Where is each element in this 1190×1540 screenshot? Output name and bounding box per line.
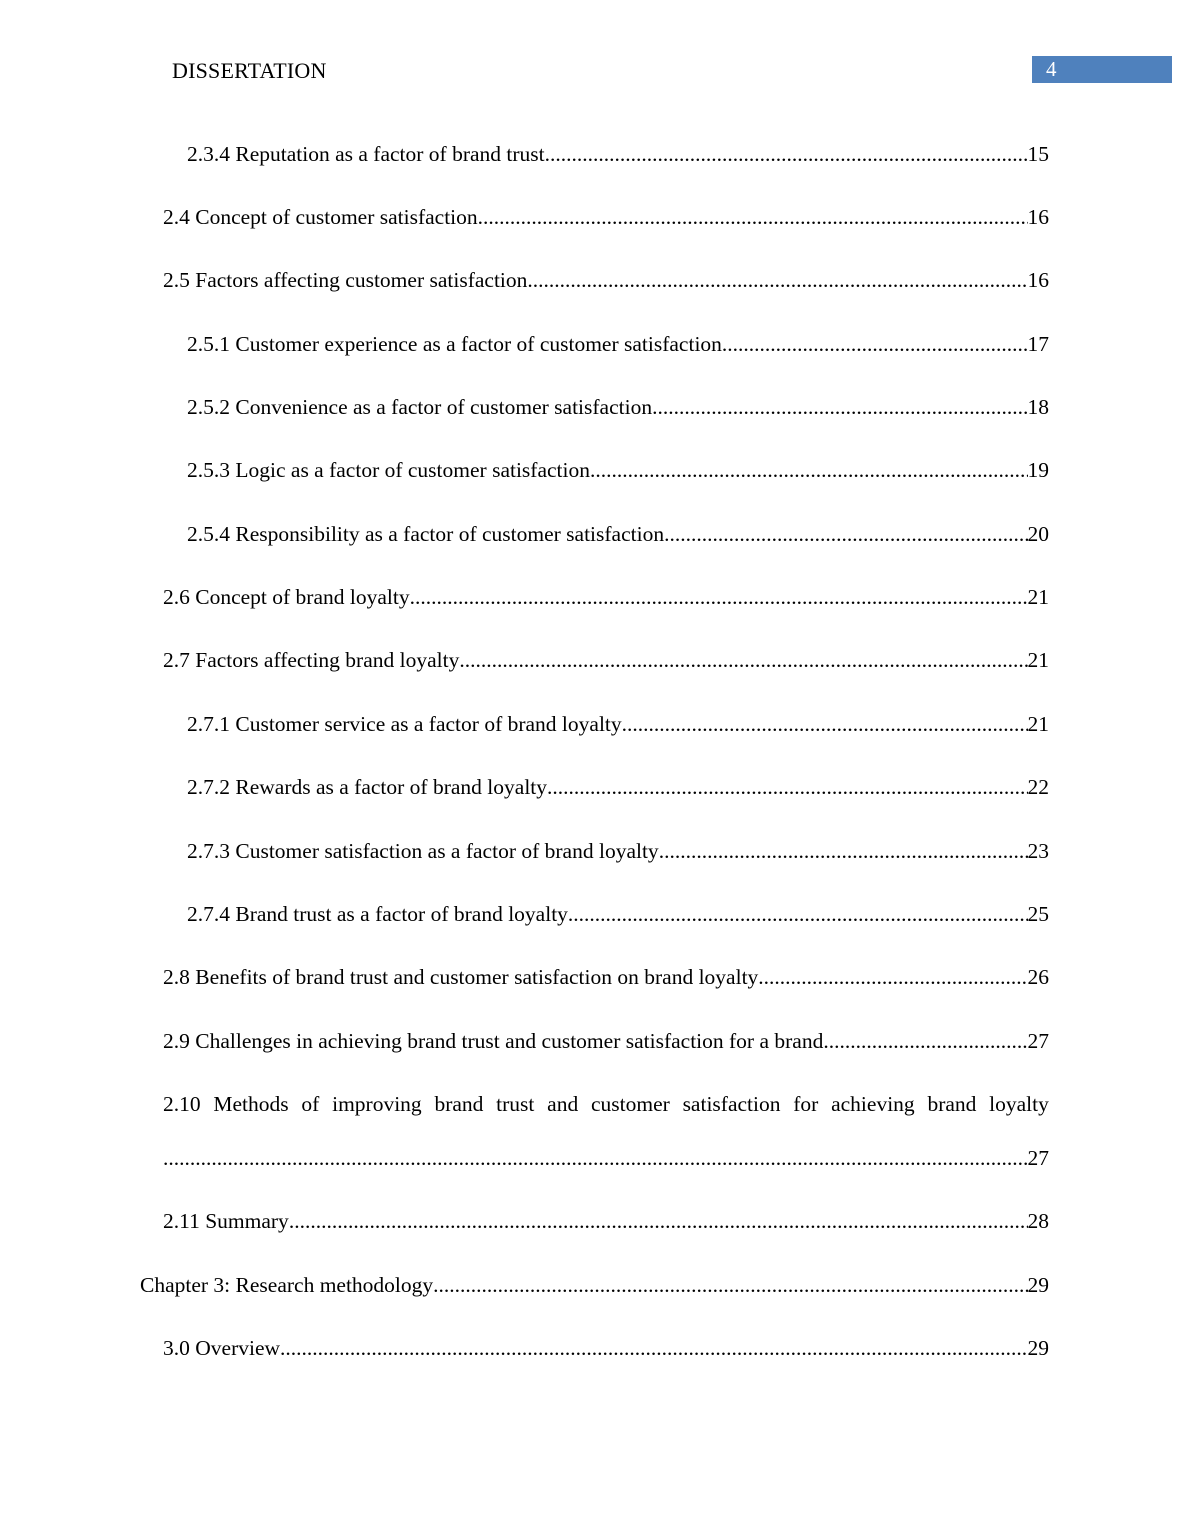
toc-entry-label: 2.9 Challenges in achieving brand trust and customer satisfaction for a brand (163, 1029, 824, 1053)
toc-entry-chapter[interactable] (140, 1270, 1049, 1300)
toc-entry-label: Chapter 3: Research methodology (140, 1273, 434, 1297)
toc-entry-label: 2.7.1 Customer service as a factor of brand loyalty (187, 712, 622, 736)
toc-entry-label-word: 2.10 (163, 1092, 201, 1116)
toc-entry-label-word: improving (332, 1092, 422, 1116)
toc-entry[interactable] (187, 392, 1049, 422)
toc-dot-leader (823, 1026, 1027, 1056)
page-number: 4 (1046, 57, 1057, 81)
toc-dot-leader (622, 709, 1028, 739)
toc-dot-leader (289, 1206, 1028, 1236)
toc-entry-page: 29 (1027, 1336, 1049, 1360)
toc-dot-leader (433, 1270, 1027, 1300)
toc-entry-label: 2.7.4 Brand trust as a factor of brand loyalty (187, 902, 568, 926)
toc-entry-label: 3.0 Overview (163, 1336, 281, 1360)
toc-entry-label: 2.5.1 Customer experience as a factor of customer satisfaction (187, 332, 722, 356)
toc-dot-leader (568, 899, 1028, 929)
toc-dot-leader (722, 329, 1028, 359)
toc-entry-label-word: achieving (831, 1092, 915, 1116)
toc-entry[interactable] (187, 139, 1049, 169)
toc-entry-label-word: trust (496, 1092, 535, 1116)
toc-entry-multiline[interactable] (163, 1089, 1049, 1173)
toc-dot-leader (478, 202, 1028, 232)
toc-entry-label: 2.5.3 Logic as a factor of customer satisfaction (187, 458, 590, 482)
toc-entry[interactable] (187, 899, 1049, 929)
toc-entry-page: 21 (1027, 585, 1049, 609)
toc-entry[interactable] (187, 709, 1049, 739)
toc-entry-label-word: customer (590, 1092, 670, 1116)
toc-entry-label: 2.8 Benefits of brand trust and customer satisfaction on brand loyalty (163, 965, 759, 989)
toc-entry-page: 17 (1027, 332, 1049, 356)
toc-entry-label-word: brand (927, 1092, 977, 1116)
toc-entry-page: 28 (1027, 1209, 1049, 1233)
toc-entry[interactable] (163, 1206, 1049, 1236)
toc-dot-leader (459, 645, 1027, 675)
toc-entry[interactable] (163, 645, 1049, 675)
toc-dot-leader (590, 455, 1028, 485)
toc-entry-page: 21 (1027, 712, 1049, 736)
toc-dot-leader (652, 392, 1027, 422)
toc-entry[interactable] (187, 455, 1049, 485)
toc-entry-page: 16 (1027, 205, 1049, 229)
toc-entry[interactable] (163, 582, 1049, 612)
page-number-badge (1032, 56, 1172, 83)
toc-entry-page: 23 (1027, 839, 1049, 863)
toc-entry-page: 25 (1027, 902, 1049, 926)
toc-entry-label: 2.5.2 Convenience as a factor of customer satisfaction (187, 395, 653, 419)
toc-entry-page: 21 (1027, 648, 1049, 672)
toc-dot-leader (547, 772, 1027, 802)
toc-dot-leader (664, 519, 1027, 549)
toc-entry-label-word: and (547, 1092, 579, 1116)
toc-entry-leader-line (163, 1143, 1049, 1173)
toc-entry[interactable] (187, 519, 1049, 549)
toc-dot-leader (545, 139, 1028, 169)
toc-entry-label: 2.7.3 Customer satisfaction as a factor of brand loyalty (187, 839, 659, 863)
toc-entry[interactable] (163, 202, 1049, 232)
toc-entry-label: 2.6 Concept of brand loyalty (163, 585, 410, 609)
toc-entry-page: 26 (1027, 965, 1049, 989)
toc-dot-leader (163, 1143, 1028, 1173)
toc-entry[interactable] (163, 962, 1049, 992)
toc-dot-leader (280, 1333, 1027, 1363)
toc-entry[interactable] (187, 772, 1049, 802)
toc-entry-page: 16 (1027, 268, 1049, 292)
toc-entry-label: 2.11 Summary (163, 1209, 289, 1233)
toc-entry-label: 2.3.4 Reputation as a factor of brand trust (187, 142, 545, 166)
toc-entry-label-word: satisfaction (682, 1092, 781, 1116)
toc-entry-label-word: brand (434, 1092, 484, 1116)
toc-entry-label-word: Methods (213, 1092, 289, 1116)
running-header-title: DISSERTATION (172, 58, 327, 83)
toc-entry-label: 2.4 Concept of customer satisfaction (163, 205, 478, 229)
toc-entry-label-line (163, 1089, 1049, 1119)
toc-entry-page: 15 (1027, 142, 1049, 166)
toc-entry-label-word: loyalty (989, 1092, 1049, 1116)
toc-entry-label: 2.7 Factors affecting brand loyalty (163, 648, 460, 672)
toc-entry-page: 29 (1027, 1273, 1049, 1297)
toc-entry[interactable] (163, 1333, 1049, 1363)
toc-entry[interactable] (187, 836, 1049, 866)
toc-entry-page: 27 (1027, 1029, 1049, 1053)
toc-entry-page: 27 (1027, 1146, 1049, 1170)
toc-entry-label: 2.5 Factors affecting customer satisfaction (163, 268, 528, 292)
toc-entry-page: 22 (1027, 775, 1049, 799)
toc-entry-page: 18 (1027, 395, 1049, 419)
toc-entry[interactable] (163, 1026, 1049, 1056)
toc-entry-label-word: of (301, 1092, 320, 1116)
toc-entry-page: 19 (1027, 458, 1049, 482)
toc-entry[interactable] (163, 265, 1049, 295)
toc-entry[interactable] (187, 329, 1049, 359)
toc-dot-leader (758, 962, 1027, 992)
toc-entry-label: 2.5.4 Responsibility as a factor of customer satisfaction (187, 522, 665, 546)
toc-entry-label: 2.7.2 Rewards as a factor of brand loyalty (187, 775, 548, 799)
toc-entry-label-word: for (793, 1092, 819, 1116)
toc-entry-page: 20 (1027, 522, 1049, 546)
toc-dot-leader (410, 582, 1028, 612)
toc-dot-leader (659, 836, 1028, 866)
toc-dot-leader (527, 265, 1027, 295)
